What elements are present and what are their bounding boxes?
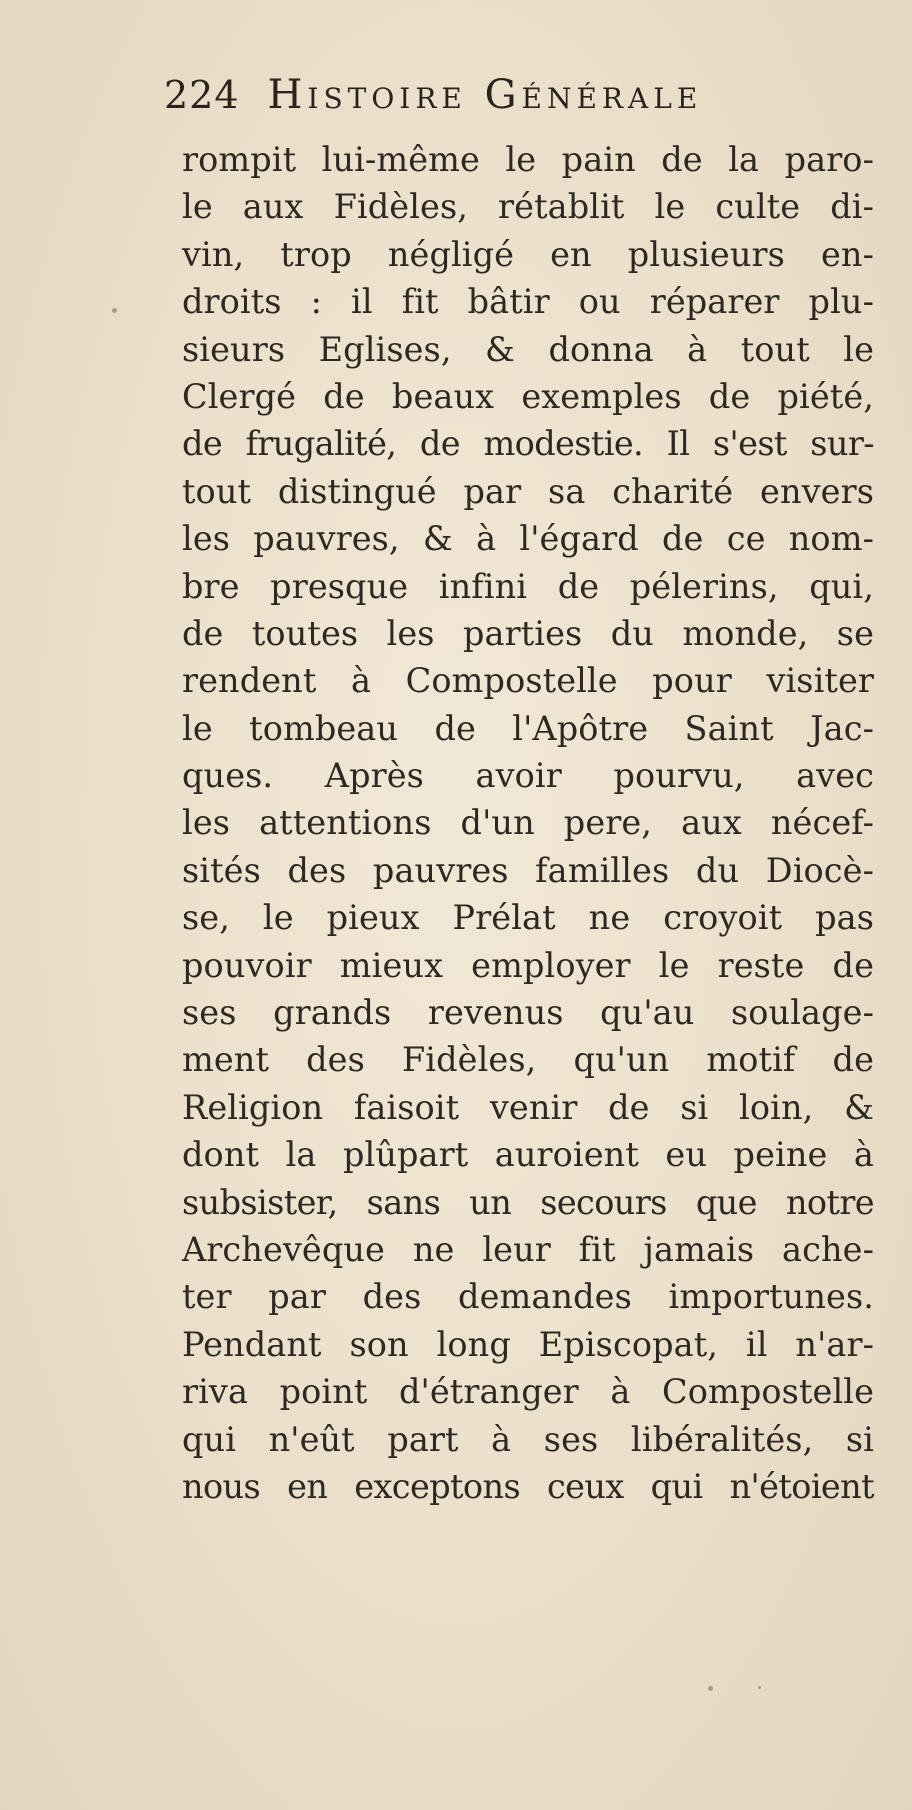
text-line: ter par des demandes importunes. bbox=[182, 1277, 874, 1317]
text-line: nous en exceptons ceux qui n'étoient bbox=[182, 1466, 874, 1506]
margin-speck bbox=[708, 1686, 713, 1691]
text-line: qui n'eût part à ses libéralités, si bbox=[182, 1419, 874, 1459]
text-line: bre presque infini de pélerins, qui, bbox=[182, 566, 874, 606]
text-line: dont la plûpart auroient eu peine à bbox=[182, 1135, 874, 1175]
margin-speck bbox=[758, 1686, 761, 1689]
text-line: les attentions d'un pere, aux nécef- bbox=[182, 803, 874, 843]
text-line: subsister, sans un secours que notre bbox=[182, 1182, 874, 1222]
text-line: ment des Fidèles, qu'un motif de bbox=[182, 1040, 874, 1080]
text-line: ses grands revenus qu'au soulage- bbox=[182, 993, 874, 1033]
running-header bbox=[164, 72, 864, 132]
margin-speck bbox=[112, 308, 117, 313]
text-line: Religion faisoit venir de si loin, & bbox=[182, 1087, 874, 1127]
text-line: le tombeau de l'Apôtre Saint Jac- bbox=[182, 708, 874, 748]
text-line: rendent à Compostelle pour visiter bbox=[182, 661, 874, 701]
text-line: rompit lui-même le pain de la paro- bbox=[182, 140, 874, 179]
text-line: droits : il fit bâtir ou réparer plu- bbox=[182, 282, 874, 322]
text-line: tout distingué par sa charité envers bbox=[182, 471, 874, 511]
text-line: pouvoir mieux employer le reste de bbox=[182, 945, 874, 985]
text-line: les pauvres, & à l'égard de ce nom- bbox=[182, 519, 874, 559]
text-line: se, le pieux Prélat ne croyoit pas bbox=[182, 898, 874, 938]
text-line: ques. Après avoir pourvu, avec bbox=[182, 756, 874, 796]
text-line: sieurs Eglises, & donna à tout le bbox=[182, 329, 874, 369]
text-line: vin, trop négligé en plusieurs en- bbox=[182, 234, 874, 274]
text-line: sités des pauvres familles du Diocè- bbox=[182, 850, 874, 890]
page-number: 224 bbox=[164, 73, 240, 117]
text-line: Clergé de beaux exemples de piété, bbox=[182, 376, 874, 416]
text-line: Archevêque ne leur fit jamais ache- bbox=[182, 1229, 874, 1269]
text-line: de toutes les parties du monde, se bbox=[182, 613, 874, 653]
running-title: Histoire Générale bbox=[267, 72, 703, 118]
text-line: Pendant son long Episcopat, il n'ar- bbox=[182, 1324, 874, 1364]
body-text bbox=[182, 136, 874, 1510]
text-line: de frugalité, de modestie. Il s'est sur- bbox=[182, 424, 874, 464]
text-line: le aux Fidèles, rétablit le culte di- bbox=[182, 187, 874, 227]
text-line: riva point d'étranger à Compostelle bbox=[182, 1372, 874, 1412]
